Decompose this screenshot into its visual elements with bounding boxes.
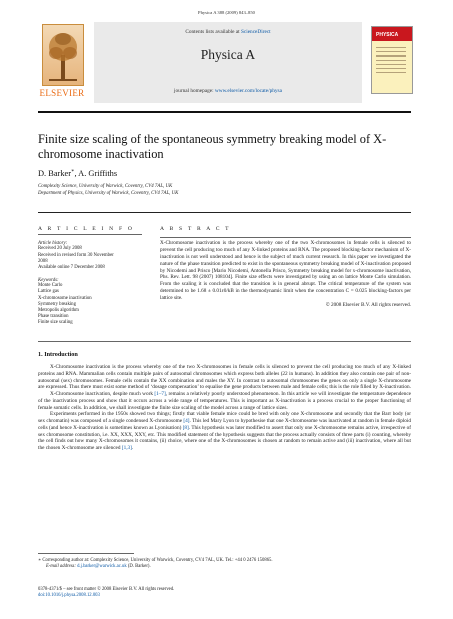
publisher-name: ELSEVIER <box>39 88 85 98</box>
author-name[interactable]: A. Griffiths <box>78 168 118 178</box>
elsevier-logo[interactable] <box>38 22 86 102</box>
header-rule <box>38 212 411 213</box>
issn-line: 0378-4371/$ – see front matter © 2008 Elsevier B.V. All rights reserved. <box>38 587 175 592</box>
paragraph-text: Experiments performed in the 1950s showed two things; firstly that viable female mice could be bred with only one X-chromosome and secondly that the Barr body (or sex chromatin) was composed of a single condensed X-chromosome <box>38 411 411 424</box>
citation-link[interactable]: [1,3] <box>121 445 132 451</box>
email-footnote <box>38 564 411 570</box>
footnote-mark: ∗ <box>38 558 42 563</box>
footnote <box>38 558 411 570</box>
paragraph-text: X-Chromosome inactivation is the process whereby one of the two X-chromosomes in female cells is silenced to prevent the cell producing too much of any X-linked proteins and RNA. Mammalian cells contain multiple pairs of autosomal chromosomes which express both alleles (22 in humans). In addition they also contain one pair of non-autosomal (sex) chromosomes. Female cells contain the XX combination and males the XY. In contrast to autosomal chromosomes the genes on only a single X-chromosome are expressed. Thus there must exist some method of ‘dosage compensation’ to equalise the gene products between male and female cells; this is the role filled by X-inactivation. <box>38 364 411 391</box>
journal-title: Physica A <box>200 47 256 62</box>
keyword: Phase transition <box>38 314 69 320</box>
running-head: Physica A 388 (2009) 843–850 <box>198 10 255 15</box>
article-title: Finite size scaling of the spontaneous symmetry breaking model of X-chromosome inactivation <box>38 132 387 161</box>
email-label: E-mail address: <box>46 564 78 569</box>
issn-block <box>38 587 411 599</box>
author-name[interactable]: D. Barker <box>38 168 72 178</box>
contents-line <box>94 29 362 35</box>
doi-link[interactable]: doi:10.1016/j.physa.2008.12.003 <box>38 593 100 598</box>
keyword: Finite size scaling <box>38 320 73 326</box>
abstract-copyright: © 2008 Elsevier B.V. All rights reserved. <box>325 301 411 308</box>
email-suffix: (D. Barker). <box>126 564 151 569</box>
keyword: Monte Carlo <box>38 283 63 289</box>
paragraph-text: . This led Mary Lyon to hypothesise that one X-chromosome was inactivated at random in female diploid cells (and hence X-inactivation is sometimes known as Lyonisation) <box>38 418 412 431</box>
body-paragraph <box>38 411 411 452</box>
citation-link[interactable]: [4] <box>183 418 190 424</box>
article-info-heading: A R T I C L E I N F O <box>38 226 135 232</box>
abstract <box>160 226 411 308</box>
paragraph-text: , remains a relatively poorly understood phenomenon. In this article we will investigate the temperature dependence of the inactivation process and show that it occurs across a wide range of temperatures. This is important as X-inactivation is a process crucial to the proper functioning of female somatic cells. In addition, we shall investigate the finite size scaling of the model across a range of lattice sizes. <box>38 391 411 411</box>
body-paragraph <box>38 391 411 411</box>
masthead-rule <box>38 111 411 113</box>
elsevier-tree-icon <box>42 24 84 86</box>
history-line: Received 20 July 2008 <box>38 246 82 252</box>
journal-cover-thumbnail[interactable] <box>371 26 413 94</box>
history-label: Article history: <box>38 241 68 247</box>
history-line: Received in revised form 30 November <box>38 252 114 258</box>
history-line: Available online 7 December 2008 <box>38 265 105 270</box>
article-info <box>38 226 142 327</box>
paragraph-text: . This hypothesis was later modified to assert that only one X-chromosome remains active, irrespective of sex chromosome constitution, i.e. XX, XXX, XXY, etc. This modified statement of the hypothesis suggests that the process actually consists of three parts (i) counting, whereby the cell finds out how many X-chromosomes it contains, (ii) choice, where one of the X-chromosomes is chosen at random to remain active and (iii) inactivation, where all but the chosen X-chromosome are silenced <box>38 424 411 451</box>
affiliation: Complexity Science, University of Warwick, Coventry, CV4 7AL, UK <box>38 184 173 189</box>
keyword: Metropolis algorithm <box>38 308 79 314</box>
corresponding-mark[interactable]: ∗ <box>71 169 75 174</box>
homepage-link[interactable]: www.elsevier.com/locate/physa <box>214 88 282 94</box>
svg-text:PHYSICA: PHYSICA <box>376 32 399 38</box>
introduction-body <box>38 364 411 452</box>
paragraph-text: X-Chromosome inactivation, despite much work <box>50 391 155 397</box>
keywords-label: Keywords: <box>38 278 59 284</box>
journal-homepage <box>94 88 362 94</box>
homepage-prefix: journal homepage: <box>174 88 215 94</box>
author-list: D. Barker∗, A. Griffiths <box>38 168 118 178</box>
citation-link[interactable]: [8] <box>182 424 189 431</box>
body-paragraph <box>38 364 411 391</box>
introduction-heading: 1. Introduction <box>38 351 78 358</box>
sciencedirect-link[interactable]: ScienceDirect <box>240 29 271 35</box>
keyword: Lattice gas <box>38 289 59 295</box>
email-link[interactable]: d.j.barker@warwick.ac.uk <box>77 564 127 569</box>
affiliation: Department of Physics, University of Warwick, Coventry, CV4 7AL, UK <box>38 191 179 196</box>
cover-wordmark <box>372 27 412 41</box>
cover-text-lines <box>376 47 406 76</box>
history-line: 2008 <box>38 258 48 264</box>
contents-prefix: Contents lists available at <box>185 29 241 35</box>
paragraph-text: . <box>131 445 134 451</box>
abstract-text: X-Chromosome inactivation is the process whereby one of the two X-chromosomes in female cells is silenced to prevent the cell producing too much of any X-linked proteins and RNA. The proposed blocking-factor mechanism of X-inactivation is not well understood and hence is the subject of much current research. In this paper we investigated the nature of the phase transition predicted to exist in the spontaneous symmetry breaking model of X-inactivation proposed by Nicodemi and Prisco [Mario Nicodemi, Antonella Prisco, Symmetry breaking model for x-chromosome inactivation, Phs. Rev. Lett. 98 (2007) 108104]. Finite size effects were investigated by using an on lattice Monte Carlo simulation. From the scaling it is concluded that the transition is in general abrupt. The critical temperature of the system was determined to be 1.68 ± 0.01ε0/kB in the thermodynamic limit when the concentration C = 0.025 blocking-factors per lattice site. <box>160 240 411 301</box>
keyword: X-chromosome inactivation <box>38 295 92 301</box>
keyword: Symmetry breaking <box>38 301 76 307</box>
citation-link[interactable]: [1–7] <box>154 391 166 397</box>
abstract-heading: A B S T R A C T <box>160 226 231 232</box>
journal-band <box>94 22 362 103</box>
journal-masthead <box>38 22 411 110</box>
footnote-text: Corresponding author at: Complexity Science, University of Warwick, Coventry, CV4 7AL, UK. Tel.: +44 0 2476 150865. <box>42 558 273 563</box>
cover-header <box>372 27 412 41</box>
